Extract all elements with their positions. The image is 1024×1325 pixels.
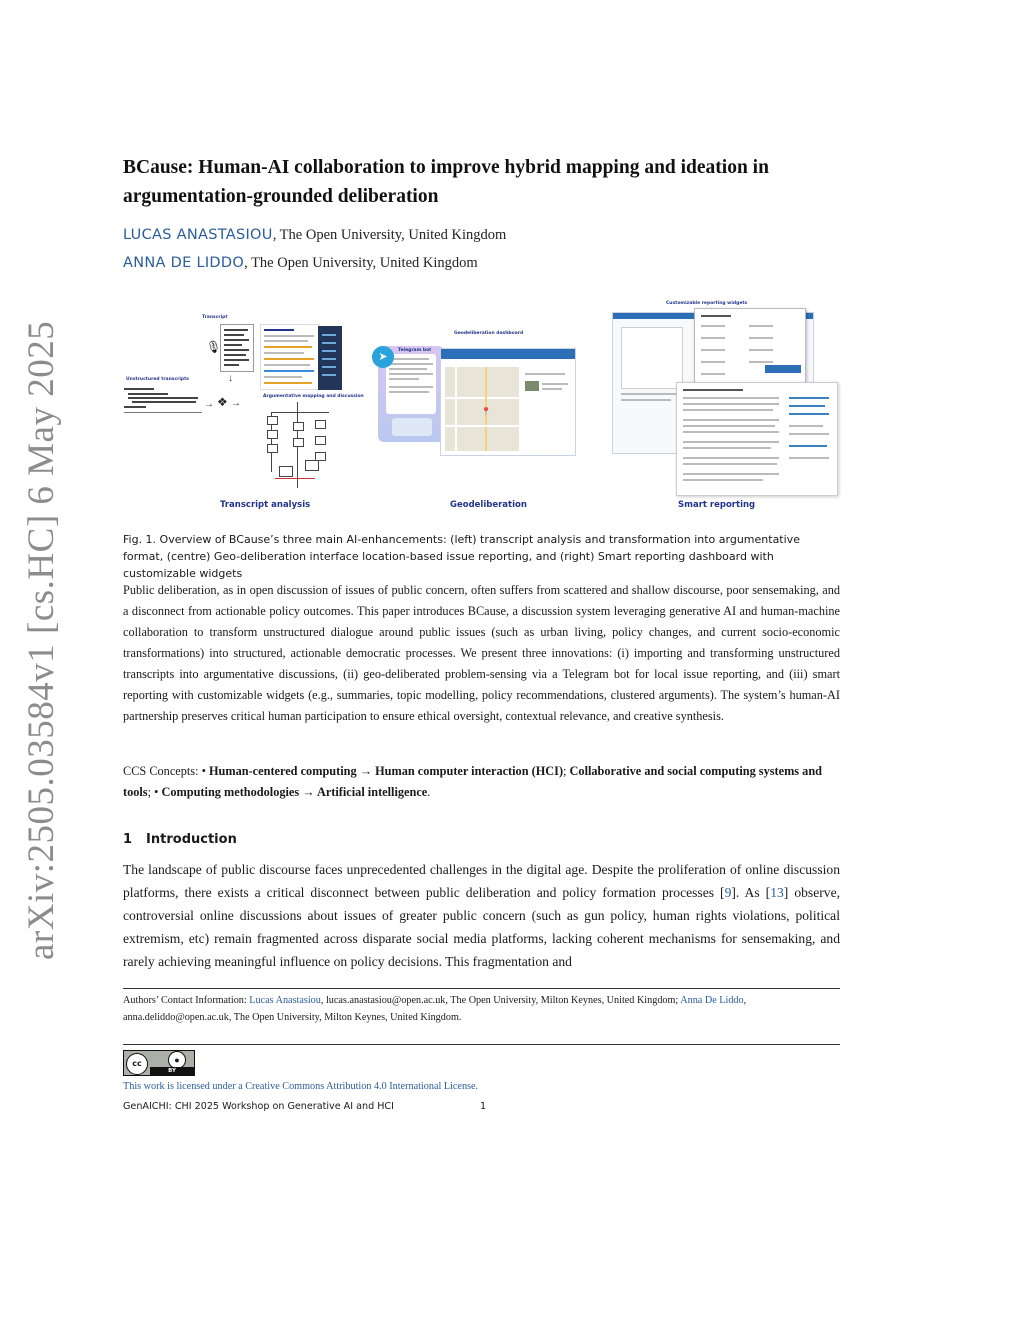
sidebar-panel xyxy=(318,326,342,390)
ccs-concept-3: Collaborative and social computing systems and tools xyxy=(123,764,822,799)
figure-panel-transcript xyxy=(120,298,364,513)
ccs-concept-2: Human computer interaction (HCI) xyxy=(375,764,564,778)
dropbox-icon: ❖ xyxy=(217,395,228,409)
arrow-right-icon-2: → xyxy=(231,398,241,409)
cc-by-license-badge[interactable] xyxy=(123,1050,195,1076)
arxiv-identifier: arXiv:2505.03584v1 [cs.HC] 6 May 2025 xyxy=(21,320,62,960)
ccs-separator-1: ; xyxy=(563,764,570,778)
panel-label-transcript: Transcript analysis xyxy=(220,500,311,510)
arrow-down-icon: ↓ xyxy=(228,373,233,384)
citation-link-9[interactable]: 9 xyxy=(724,885,732,900)
ccs-separator-2: ; • xyxy=(147,785,162,799)
panel-label-geodeliberation: Geodeliberation xyxy=(450,500,527,510)
ccs-prefix: CCS Concepts: • xyxy=(123,764,209,778)
contact-author-1-link[interactable]: Lucas Anastasiou xyxy=(249,995,321,1006)
author-contact-info xyxy=(123,992,840,1026)
map-view xyxy=(445,367,519,451)
panel-1-title-unstructured: Unstructured transcripts xyxy=(126,377,189,382)
figure-panel-smart-reporting xyxy=(610,298,840,513)
contact-prefix: Authors’ Contact Information: xyxy=(123,995,250,1006)
ccs-concept-1: Human-centered computing xyxy=(208,764,357,778)
contact-author-2-link[interactable]: Anna De Liddo xyxy=(680,995,744,1006)
ccs-concepts xyxy=(123,761,840,803)
ccs-end: . xyxy=(427,785,431,799)
panel-label-smart-reporting: Smart reporting xyxy=(678,500,756,510)
footnote-divider xyxy=(123,988,840,989)
introduction-paragraph xyxy=(123,858,840,973)
author-1-affiliation: , The Open University, United Kingdom xyxy=(272,227,507,243)
panel-1-title-transcript: Transcript xyxy=(202,315,228,320)
smart-report-document xyxy=(676,382,838,496)
author-1 xyxy=(123,227,506,244)
section-title: Introduction xyxy=(146,832,237,847)
microphone-icon: 🎙 xyxy=(206,340,222,354)
figure-1 xyxy=(120,298,840,516)
author-2-name[interactable]: ANNA DE LIDDO xyxy=(123,255,245,271)
contact-author-1-details: , lucas.anastasiou@open.ac.uk, The Open University, Milton Keynes, United Kingdom; xyxy=(320,995,681,1006)
panel-3-title-widgets: Customizable reporting widgets xyxy=(666,301,748,306)
abstract: Public deliberation, as in open discussion of issues of public concern, often suffers from scattered and shallow discourse, poor sensemaking, and a disconnect from actionable policy outcomes. This paper introduces BCause, a discussion system leveraging generative AI and human-machine collaboration to transform unstructured dialogue around public issues (such as urban living, policy changes, and current socio-economic transformations) into structured, actionable democratic processes. We present three innovations: (i) importing and transforming unstructured transcripts into argumentative discussions, (ii) geo-deliberated problem-sensing via a Telegram bot for local issue reporting, and (iii) smart reporting with customizable widgets (e.g., summaries, topic modelling, policy recommendations, clustered arguments). The system’s human-AI partnership preserves critical human participation to ensure ethical oversight, contextual relevance, and creative synthesis. xyxy=(123,583,840,723)
intro-text-part-2: ]. As [ xyxy=(731,885,771,900)
attribution-person-icon: ● xyxy=(168,1051,186,1069)
intro-text-part-1: The landscape of public discourse faces unprecedented challenges in the digital age. Despite the proliferation of online discussion platforms, there exists a critical disconnect between public deliberation and policy formation processes [ xyxy=(123,862,840,900)
license-divider xyxy=(123,1044,840,1045)
section-number: 1 xyxy=(123,832,133,847)
figure-panel-geodeliberation xyxy=(370,298,580,513)
page-number: 1 xyxy=(480,1101,487,1112)
panel-2-title-dashboard: Geodeliberation dashboard xyxy=(454,331,524,336)
widget-selection-popup xyxy=(694,308,806,388)
footer-venue: GenAICHI: CHI 2025 Workshop on Generative AI and HCI xyxy=(123,1101,394,1112)
figure-caption: Fig. 1. Overview of BCause’s three main AI-enhancements: (left) transcript analysis and transformation into argumentative format, (centre) Geo-deliberation interface location-based issue reporting, and (right) Smart reporting dashboard with customizable widgets xyxy=(123,533,800,580)
by-label: BY xyxy=(150,1067,194,1075)
author-2 xyxy=(123,255,478,272)
telegram-icon: ➤ xyxy=(372,346,394,368)
creative-commons-icon: cc xyxy=(126,1053,148,1075)
contact-author-2-details: , anna.deliddo@open.ac.uk, The Open University, Milton Keynes, United Kingdom. xyxy=(123,995,747,1023)
panel-1-title-mapping: Argumentative mapping and discussion xyxy=(263,394,364,399)
ai-output-list xyxy=(260,324,320,390)
section-heading-introduction xyxy=(123,832,237,847)
ccs-arrow-2: → xyxy=(299,785,317,799)
unstructured-text-block xyxy=(124,386,200,420)
license-link[interactable]: This work is licensed under a Creative Commons Attribution 4.0 International License. xyxy=(123,1081,479,1092)
ccs-arrow-1: → xyxy=(356,764,376,778)
transcript-document xyxy=(220,324,254,372)
map-pin-icon: 📍 xyxy=(481,407,491,416)
citation-link-13[interactable]: 13 xyxy=(770,885,784,900)
arrow-right-icon: → xyxy=(204,399,214,410)
argument-map xyxy=(265,402,333,490)
ccs-concept-4: Computing methodologies xyxy=(161,785,300,799)
paper-title: BCause: Human-AI collaboration to improve hybrid mapping and ideation in argumentation-grounded deliberation xyxy=(123,157,769,207)
author-2-affiliation: , The Open University, United Kingdom xyxy=(244,255,478,271)
geodeliberation-dashboard xyxy=(440,348,576,456)
author-1-name[interactable]: LUCAS ANASTASIOU xyxy=(123,227,273,243)
ccs-concept-5: Artificial intelligence xyxy=(316,785,428,799)
panel-2-title-bot: Telegram bot xyxy=(398,348,432,353)
intro-text-part-3: ] observe, controversial online discussions about issues of greater public concern (such as gun policy, human rights violations, political extremism, etc) remain fragmented across disparate social media platforms, lacking coherent mechanisms for sensemaking, and rarely achieving meaningful influence on policy decisions. This fragmentation and xyxy=(123,885,840,969)
